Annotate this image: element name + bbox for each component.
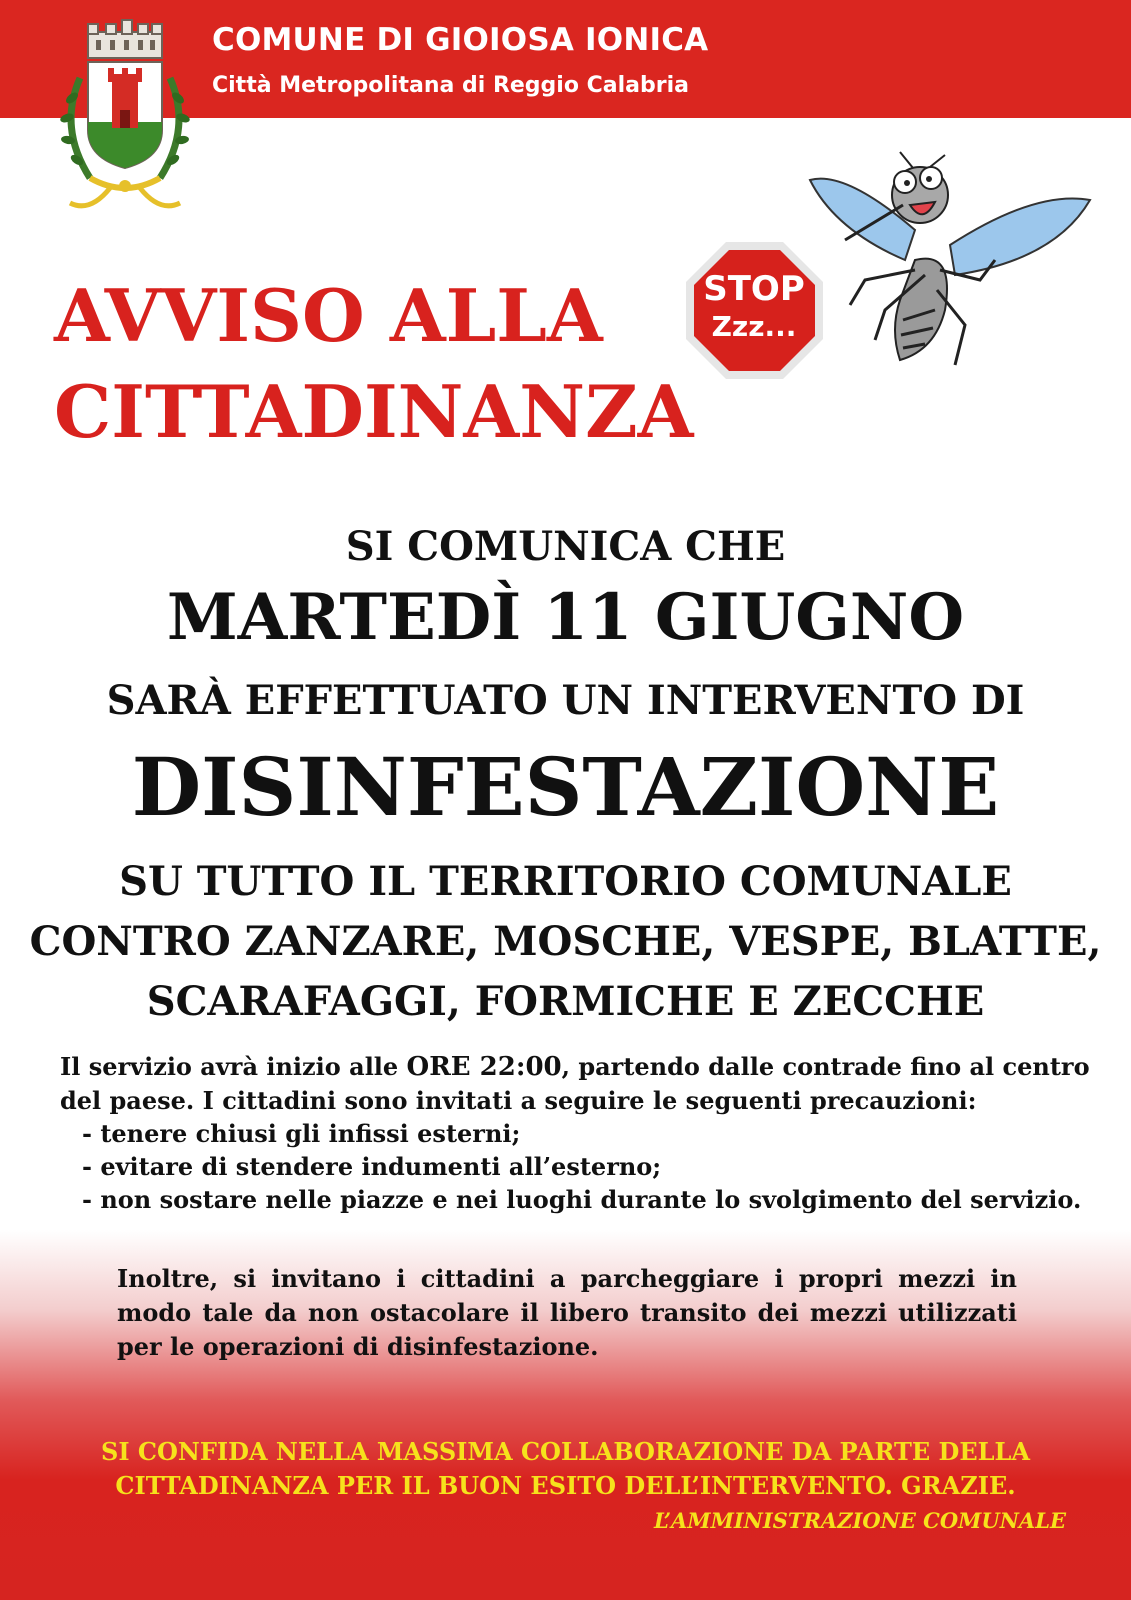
headline: DISINFESTAZIONE (131, 740, 1000, 834)
closing-line-2: CITTADINANZA PER IL BUON ESITO DELL’INTERVENTO. GRAZIE. (115, 1471, 1016, 1500)
list-item: - evitare di stendere indumenti all’esterno; (82, 1152, 662, 1181)
start-time: ORE 22:00 (406, 1052, 562, 1082)
scope-block (0, 852, 1131, 1032)
precautions-list (60, 1117, 1090, 1216)
comune-name: COMUNE DI GIOIOSA IONICA (212, 22, 709, 58)
details-intro-post: , partendo dalle contrade fino al centro del paese. I cittadini sono invitati a seguire le seguenti precauzioni: (60, 1052, 1090, 1115)
comune-subtitle: Città Metropolitana di Reggio Calabria (212, 73, 689, 98)
zzz-text: Zzz... (711, 310, 797, 343)
signature: L’AMMINISTRAZIONE COMUNALE (654, 1508, 1066, 1533)
mosquito-icon (805, 150, 1095, 385)
closing-message (40, 1435, 1091, 1503)
municipal-crest-icon (50, 18, 200, 218)
title-line-1: AVVISO ALLA (54, 273, 603, 358)
details-paragraph (60, 1050, 1090, 1216)
parking-paragraph: Inoltre, si invitano i cittadini a parcheggiare i propri mezzi in modo tale da non ostacolare il libero transito dei mezzi utilizzati per le operazioni di disinfestazione. (117, 1264, 1017, 1361)
details-intro-pre: Il servizio avrà inizio alle (60, 1052, 407, 1081)
scope-line-2: CONTRO ZANZARE, MOSCHE, VESPE, BLATTE, (29, 918, 1102, 965)
page-title (54, 268, 694, 460)
list-item: - tenere chiusi gli infissi esterni; (82, 1119, 521, 1148)
list-item: - non sostare nelle piazze e nei luoghi durante lo svolgimento del servizio. (82, 1185, 1082, 1214)
title-line-2: CITTADINANZA (54, 369, 694, 454)
closing-line-1: SI CONFIDA NELLA MASSIMA COLLABORAZIONE DA PARTE DELLA (100, 1437, 1030, 1466)
scope-line-1: SU TUTTO IL TERRITORIO COMUNALE (119, 858, 1012, 905)
stop-text: STOP (703, 269, 805, 309)
date-line: MARTEDÌ 11 GIUGNO (166, 580, 965, 655)
intro-line: SI COMUNICA CHE (345, 523, 786, 570)
intervention-line: SARÀ EFFETTUATO UN INTERVENTO DI (106, 677, 1025, 724)
scope-line-3: SCARAFAGGI, FORMICHE E ZECCHE (146, 978, 985, 1025)
